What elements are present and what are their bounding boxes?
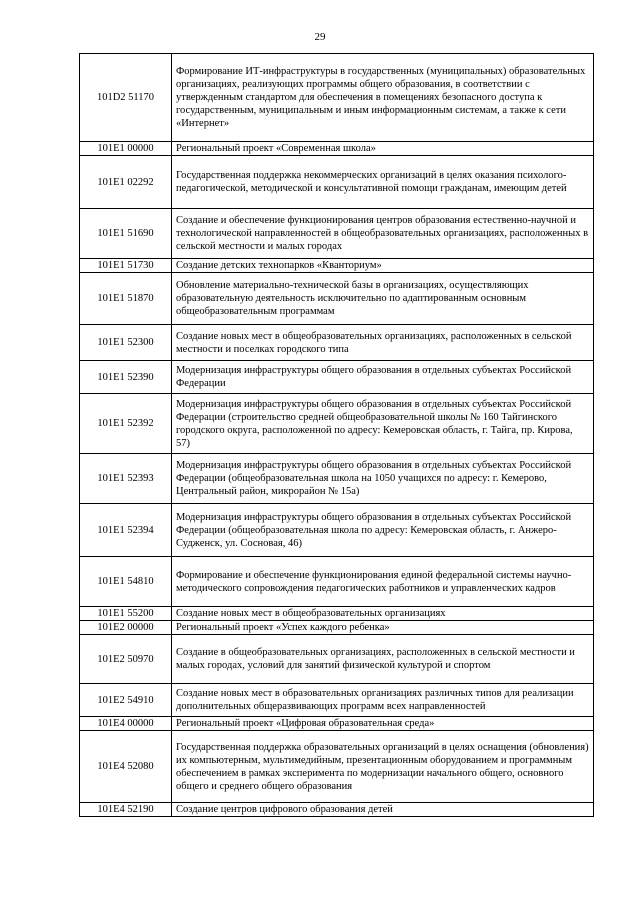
row-description: Создание новых мест в общеобразовательных организациях, расположенных в сельской местности и поселках городского типа [172,325,594,361]
row-description: Создание новых мест в общеобразовательных организациях [172,607,594,621]
row-description: Региональный проект «Современная школа» [172,142,594,156]
table-row [80,803,594,817]
row-description: Создание и обеспечение функционирования центров образования естественно-научной и технологической направленностей в общеобразовательных организациях, расположенных в сельской местности и малых городах [172,209,594,259]
table-row [80,325,594,361]
row-code: 101E1 55200 [80,607,172,621]
row-description: Обновление материально-технической базы в организациях, осуществляющих образовательную деятельность исключительно по адаптированным основным общеобразовательным программам [172,273,594,325]
row-code: 101E1 00000 [80,142,172,156]
table-row [80,209,594,259]
row-code: 101E2 54910 [80,684,172,717]
row-code: 101E1 52394 [80,504,172,557]
row-code: 101E1 52300 [80,325,172,361]
row-description: Модернизация инфраструктуры общего образования в отдельных субъектах Российской Федерации (строительство средней общеобразовательной школы № 160 Тайгинского городского округа, расположенной по адресу: Кемеровская область, г. Тайга, пр. Кирова, 57) [172,394,594,454]
row-code: 101E4 52080 [80,731,172,803]
row-description: Региональный проект «Успех каждого ребенка» [172,621,594,635]
row-code: 101E2 00000 [80,621,172,635]
row-code: 101E4 52190 [80,803,172,817]
table-row [80,635,594,684]
row-description: Модернизация инфраструктуры общего образования в отдельных субъектах Российской Федерации (общеобразовательная школа по адресу: Кемеровская область, г. Анжеро-Судженск, ул. Сосновая, 46) [172,504,594,557]
table-row [80,361,594,394]
row-code: 101E2 50970 [80,635,172,684]
row-code: 101E1 51730 [80,259,172,273]
row-code: 101E1 52392 [80,394,172,454]
row-description: Создание центров цифрового образования детей [172,803,594,817]
row-code: 101E1 51870 [80,273,172,325]
table-row [80,273,594,325]
row-description: Создание детских технопарков «Кванториум» [172,259,594,273]
row-description: Региональный проект «Цифровая образовательная среда» [172,717,594,731]
table-row [80,259,594,273]
budget-classification-table [79,53,594,817]
table-row [80,621,594,635]
row-description: Формирование ИТ-инфраструктуры в государственных (муниципальных) образовательных организациях, реализующих программы общего образования, в соответствии с утвержденным стандартом для обеспечения в помещениях безопасного доступа к государственным, муниципальным и иным информационным системам, а также к сети «Интернет» [172,54,594,142]
table-row [80,557,594,607]
row-description: Модернизация инфраструктуры общего образования в отдельных субъектах Российской Федерации [172,361,594,394]
row-code: 101E4 00000 [80,717,172,731]
table-row [80,731,594,803]
row-code: 101E1 52390 [80,361,172,394]
row-code: 101E1 54810 [80,557,172,607]
row-code: 101E1 52393 [80,454,172,504]
table-row [80,607,594,621]
table-row [80,454,594,504]
row-code: 101E1 51690 [80,209,172,259]
table-row [80,684,594,717]
table-row [80,54,594,142]
table-row [80,717,594,731]
row-description: Государственная поддержка образовательных организаций в целях оснащения (обновления) их компьютерным, мультимедийным, презентационным оборудованием и программным обеспечением в рамках эксперимента по модернизации начального общего, основного общего и среднего общего образования [172,731,594,803]
table-row [80,394,594,454]
row-description: Государственная поддержка некоммерческих организаций в целях оказания психолого-педагогической, методической и консультативной помощи гражданам, имеющим детей [172,156,594,209]
row-description: Создание в общеобразовательных организациях, расположенных в сельской местности и малых городах, условий для занятий физической культурой и спортом [172,635,594,684]
table-row [80,142,594,156]
page-number: 29 [314,31,326,43]
row-code: 101D2 51170 [80,54,172,142]
row-code: 101E1 02292 [80,156,172,209]
row-description: Модернизация инфраструктуры общего образования в отдельных субъектах Российской Федерации (общеобразовательная школа на 1050 учащихся по адресу: г. Кемерово, Центральный район, микрорайон № 15а) [172,454,594,504]
table-row [80,156,594,209]
table-row [80,504,594,557]
row-description: Формирование и обеспечение функционирования единой федеральной системы научно-методического сопровождения педагогических работников и управленческих кадров [172,557,594,607]
row-description: Создание новых мест в образовательных организациях различных типов для реализации дополнительных общеразвивающих программ всех направленностей [172,684,594,717]
